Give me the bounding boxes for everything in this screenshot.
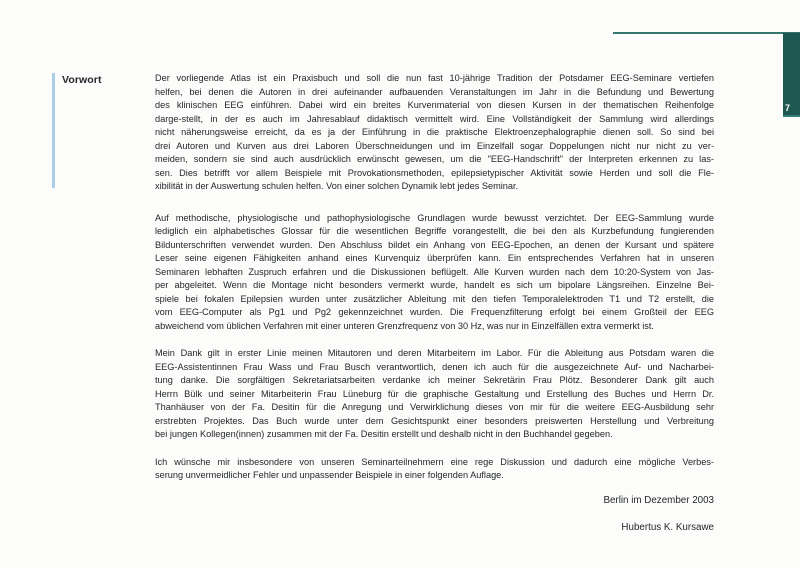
accent-line (52, 73, 55, 188)
text-line: tung danke. Die sorgfältigen Sekretariatsarbeiten verdanke ich meiner Sekretärin Frau Plötz. Besonderer Dank gilt auch (155, 375, 714, 385)
text-line: bei jungen Kollegen(innen) zusammen mit der Fa. Desitin erstellt und deshalb nicht in den Buchhandel gegeben. (155, 429, 613, 439)
text-line: Auf methodische, physiologische und pathophysiologische Grundlagen wurde bewusst verzichtet. Der EEG-Sammlung wurde (155, 212, 714, 223)
text-line: xibilität in der Auswertung schulen helfen. Von einer solchen Dynamik lebt jedes Seminar. (155, 181, 519, 191)
date-line: Berlin im Dezember 2003 (603, 495, 714, 506)
text-line: abweichend vom üblichen Verfahren mit einer unteren Grenzfrequenz von 30 Hz, was nur in Einzelfällen extra vermerkt ist. (155, 320, 654, 331)
page-number: 7 (785, 103, 791, 113)
text-line: Seminaren lebhaften Zuspruch erfahren und die Diskussionen beflügelt. Alle Kurven wurden nach dem 10:20-System von Jas- (155, 266, 714, 277)
text-line: EEG-Assistentinnen Frau Wass und Frau Busch verantwortlich, denen ich auch für die ausgezeichnete Auf- und Nacharbei- (155, 361, 714, 372)
text-line: darge-stellt, in der es auch im Jahresablauf didaktisch vermittelt wird. Eine Vollständigkeit der Sammlung wird allerdings (155, 113, 714, 124)
paragraph (155, 212, 714, 334)
text-line: lediglich ein alphabetisches Glossar für die wesentlichen Begriffe vorangestellt, die bei den als Kurzbefundung fungierenden (155, 226, 714, 236)
text-line: vom EEG-Computer als Pg1 und Pg2 gekennzeichnet wurden. Die Frequenzfilterung erfolgt bei einem Großteil der EEG (155, 307, 714, 317)
text-line: sen. Dies betrifft vor allem Beispiele mit Provokationsmethoden, epilepsietypischer Aktivität sowie Herden und soll die Fle- (155, 167, 714, 178)
page-number-tab (783, 33, 800, 117)
text-line: per abgeleitet. Wenn die Montage nicht besonders vermerkt wurde, handelt es sich um bipolare Längsreihen. Einzelne Bei- (155, 280, 714, 290)
text-line: nicht näherungsweise erreicht, da es ja der Einführung in die praktische Elektroenzephalographie dienen soll. So sind bei (155, 127, 714, 137)
text-line: Mein Dank gilt in erster Linie meinen Mitautoren und deren Mitarbeitern im Labor. Für die Ableitung aus Potsdam waren die (155, 348, 714, 358)
text-line: Ich wünsche mir insbesondere von unseren Seminarteilnehmern eine rege Diskussion und dadurch eine mögliche Verbes- (155, 456, 714, 467)
text-line: Leser seine eigenen Fähigkeiten anhand eines Kurvenquiz überprüfen kann. Ein entsprechendes Verfahren hat in unseren (155, 253, 714, 263)
text-line: erstrebten Projektes. Das Buch wurde unter dem Gesichtspunkt einer besonders preiswerten Herstellung und Verbreitung (155, 415, 714, 426)
section-title: Vorwort (62, 74, 102, 86)
text-line: Bildunterschriften verwendet wurden. Den Abschluss bildet ein Anhang von EEG-Epochen, an denen der Kursant und spätere (155, 239, 714, 250)
paragraph (155, 456, 714, 483)
text-line: Herrn Bülk und seiner Mitarbeiterin Frau Lüneburg für die graphische Gestaltung und Erstellung des Buches und Herrn Dr. (155, 388, 714, 399)
text-line: meiden, sondern sie sind auch ausdrücklich erwünscht gewesen, um die "EEG-Handschrift" der Interpreten erkennen zu las- (155, 154, 714, 164)
text-line: des klinischen EEG einführen. Dabei wird ein breites Kurvenmaterial von diesen Kursen in der thematischen Reihenfolge (155, 100, 714, 110)
paragraph (155, 347, 714, 442)
header-rule (613, 32, 800, 34)
text-line: Thanhäuser von der Fa. Desitin für die Anregung und Verwirklichung dieses von mir für die weitere EEG-Ausbildung sehr (155, 402, 714, 412)
text-line: drei Autoren und Kurven aus drei Laboren Überschneidungen und im Einzelfall sogar Doppelungen nicht nur nicht zu ver- (155, 140, 714, 151)
paragraph (155, 72, 714, 194)
author-signature: Hubertus K. Kursawe (621, 522, 714, 533)
text-line: spiele bei fokalen Epilepsien wurden unter zusätzlicher Ableitung mit den tiefen Temporalelektroden T1 und T2 erstellt, die (155, 293, 714, 304)
preface-text (155, 72, 714, 497)
text-line: Der vorliegende Atlas ist ein Praxisbuch und soll die nun fast 10-jährige Tradition der Potsdamer EEG-Seminare vertiefen (155, 73, 714, 83)
text-line: helfen, bei denen die Autoren in drei aufeinander aufbauenden Veranstaltungen im Jahr in die Befundung und Bewertung (155, 86, 714, 97)
text-line: serung unvermeidlicher Fehler und unpassender Beispiele in einer folgenden Auflage. (155, 470, 504, 480)
